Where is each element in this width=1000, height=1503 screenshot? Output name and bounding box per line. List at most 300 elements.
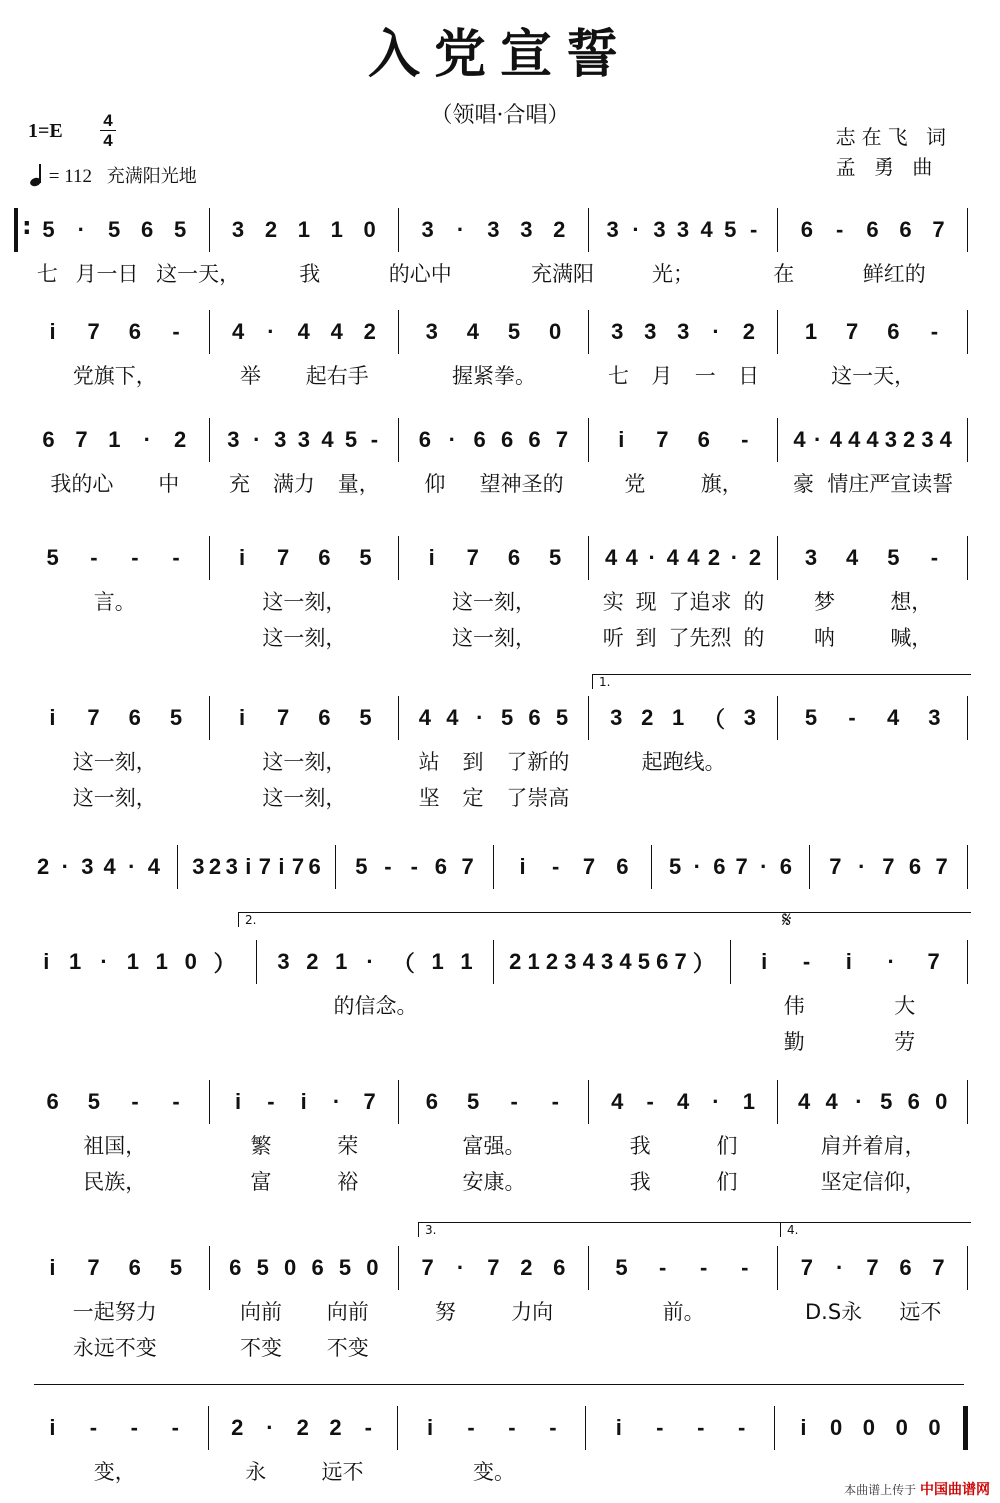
lyric-text: 七: [36, 262, 58, 286]
note: i: [234, 1089, 242, 1114]
footer-brand: 中国曲谱网: [920, 1482, 990, 1498]
note: 1: [297, 217, 310, 242]
lyric-line-1: [20, 586, 968, 616]
note: 6: [229, 1255, 242, 1280]
note: 3: [600, 949, 614, 974]
lyric-text: 们: [716, 1170, 738, 1194]
lyric-text: 变。: [472, 1460, 515, 1484]
note: ·: [760, 854, 768, 879]
lyric-text: 向前: [326, 1300, 369, 1324]
note: 1: [69, 949, 82, 974]
note: 7: [935, 854, 948, 879]
note: 4: [619, 949, 632, 974]
note: -: [697, 1415, 705, 1440]
note: -: [130, 1415, 138, 1440]
lyric-text: 月一日: [75, 262, 139, 286]
note: ·: [253, 427, 261, 452]
lyric-text: 远不: [899, 1300, 942, 1324]
note: 5: [549, 545, 562, 570]
note: 6: [507, 545, 521, 570]
note: 6: [616, 854, 629, 879]
note: 1: [672, 705, 685, 730]
lyric-text: 这一刻，: [262, 626, 347, 650]
credits: [836, 122, 952, 182]
note: 0: [363, 217, 376, 242]
lyric-text: 的心中: [388, 262, 452, 286]
note: 7: [555, 427, 569, 452]
note: ·: [456, 217, 465, 242]
note: 1: [108, 427, 121, 452]
note: ·: [712, 319, 720, 344]
lyric-text: 远不: [321, 1460, 364, 1484]
note: 6: [887, 319, 900, 344]
lyric-text: 充满阳: [531, 262, 594, 286]
lyric-line-2: [20, 622, 968, 652]
lyric-text: 们: [716, 1134, 738, 1158]
lyric-text: 起右手: [305, 364, 369, 388]
note: 3: [644, 319, 657, 344]
note: 6: [141, 217, 154, 242]
lyric-text: 坚: [418, 786, 440, 810]
note: 7: [421, 1255, 434, 1280]
note: 3: [520, 217, 533, 242]
lyric-text: 民族，: [83, 1170, 147, 1194]
note: 7: [87, 1255, 100, 1280]
note: 6: [866, 217, 879, 242]
time-sig-bottom: 4: [103, 131, 113, 150]
note: 4: [939, 427, 952, 452]
note: -: [171, 1415, 179, 1440]
segno-sign: 𝄋: [782, 908, 792, 933]
lyric-text: 我: [299, 262, 321, 286]
note: 7: [932, 217, 945, 242]
lyric-text: 站: [418, 750, 440, 774]
note: 4: [418, 705, 432, 730]
note: 4: [687, 545, 700, 570]
measure: [586, 1406, 775, 1450]
lyric-line-1: [20, 468, 968, 498]
note: 4: [848, 427, 861, 452]
note: 2: [306, 949, 319, 974]
lyric-text: 不变: [326, 1336, 369, 1360]
note: 1: [804, 319, 818, 344]
note: 6: [46, 1089, 59, 1114]
note: 7: [75, 427, 88, 452]
measure: [778, 418, 968, 462]
note: -: [549, 1415, 557, 1440]
note: 5: [637, 949, 650, 974]
note: 4: [887, 705, 900, 730]
note: -: [848, 705, 856, 730]
note: 3: [227, 427, 240, 452]
measure: [210, 418, 400, 462]
note: 2: [231, 1415, 244, 1440]
lyric-line-1: [20, 360, 968, 390]
note: ·: [814, 427, 822, 452]
note: 6: [500, 427, 514, 452]
note: 6: [779, 854, 792, 879]
note: -: [749, 217, 758, 242]
measure: [778, 1246, 968, 1290]
note: 5: [355, 854, 368, 879]
note: 6: [473, 427, 486, 452]
lyric-text: 伟: [783, 994, 805, 1018]
lyric-text: 变，: [93, 1460, 136, 1484]
measure: [210, 1246, 400, 1290]
note: -: [552, 854, 560, 879]
lyric-text: 这一刻，: [451, 590, 536, 614]
note: 1: [126, 949, 139, 974]
note: 3: [610, 705, 623, 730]
lyric-text: 七: [607, 364, 629, 388]
time-sig-top: 4: [103, 111, 113, 130]
note: -: [646, 1089, 654, 1114]
lyric-text: 荣: [337, 1134, 359, 1158]
note: 3: [564, 949, 577, 974]
note: -: [131, 545, 139, 570]
lyric-text: 祖国，: [83, 1134, 147, 1158]
score-row: [20, 696, 968, 810]
lyric-text: 富强。: [462, 1134, 526, 1158]
note: i: [800, 1415, 807, 1440]
score-row: [20, 536, 968, 650]
note: 0: [366, 1255, 379, 1280]
lyric-text: 想，: [890, 590, 933, 614]
note: 2: [545, 949, 559, 974]
note: 4: [103, 854, 116, 879]
lyric-text: 我的心: [50, 472, 114, 496]
note: -: [384, 854, 392, 879]
lyric-text: 梦: [814, 590, 836, 614]
note: ·: [143, 427, 151, 452]
note: 7: [829, 854, 842, 879]
note: 5: [669, 854, 682, 879]
note: 7: [927, 949, 940, 974]
lyric-text: 了追求: [668, 590, 732, 614]
note: 0: [549, 319, 562, 344]
lyric-text: 永远不变: [72, 1336, 157, 1360]
lyric-line-1: [20, 1130, 968, 1160]
lyric-text: 这一刻，: [72, 750, 157, 774]
note: ·: [332, 1089, 341, 1114]
measure: [589, 1246, 779, 1290]
note: 4: [666, 545, 679, 570]
lyric-text: 富: [250, 1170, 272, 1194]
note: -: [656, 1415, 664, 1440]
lyric-text: 这一天，: [831, 364, 916, 388]
measure: [778, 696, 968, 740]
note: ·: [632, 217, 640, 242]
note: 5: [169, 705, 183, 730]
note: 5: [887, 545, 900, 570]
note: -: [930, 545, 939, 570]
note: 4: [797, 1089, 811, 1114]
note: 7: [277, 545, 290, 570]
lyric-text: 安康。: [462, 1170, 526, 1194]
note: 3: [81, 854, 94, 879]
lyric-text: 努: [434, 1300, 456, 1324]
note: -: [89, 1415, 98, 1440]
measure: [178, 845, 336, 889]
note: 0: [928, 1415, 941, 1440]
lyric-line-1: [20, 1456, 968, 1486]
note: i: [245, 854, 252, 879]
note: （: [392, 950, 415, 976]
song-subtitle: （领唱·合唱）: [430, 103, 570, 128]
measure: [20, 208, 210, 252]
lyric-text: 这一刻，: [262, 786, 347, 810]
note: 2: [296, 1415, 309, 1440]
measure: [20, 418, 210, 462]
note: 5: [256, 1255, 269, 1280]
score-row: [20, 310, 968, 388]
lyric-text: 繁: [250, 1134, 272, 1158]
lyric-text: 向前: [239, 1300, 282, 1324]
lyric-text: 的: [743, 626, 765, 650]
note: 0: [184, 949, 197, 974]
note: -: [802, 949, 811, 974]
note: -: [930, 319, 939, 344]
note: 4: [793, 427, 806, 452]
note: i: [618, 427, 625, 452]
note: -: [738, 1415, 746, 1440]
lyric-text: 在: [773, 262, 795, 286]
lyric-text: 握紧拳。: [451, 364, 536, 388]
note: ·: [267, 319, 275, 344]
lyric-text: 这一刻，: [451, 626, 536, 650]
note: i: [49, 705, 56, 730]
tempo-marking: [30, 162, 197, 188]
measure: [589, 418, 779, 462]
note: i: [239, 545, 246, 570]
lyric-text: 党: [624, 472, 646, 496]
score-row: [20, 845, 968, 889]
note: 3: [231, 217, 245, 242]
note: 4: [321, 427, 334, 452]
note: 5: [338, 1255, 352, 1280]
note: 6: [899, 1255, 912, 1280]
note: 7: [846, 319, 859, 344]
note: ·: [887, 949, 895, 974]
footer-text: 本曲谱上传于: [844, 1483, 917, 1497]
note: 4: [846, 545, 859, 570]
measure: [399, 696, 589, 740]
composer-credit: 孟 勇 曲: [835, 155, 939, 179]
note: 3: [277, 949, 290, 974]
note: ·: [128, 854, 136, 879]
note: i: [300, 1089, 307, 1114]
note: 3: [804, 545, 818, 570]
note: 7: [87, 705, 100, 730]
lyric-line-1: [20, 990, 968, 1020]
note: 2: [553, 217, 566, 242]
note: ·: [712, 1089, 720, 1114]
note: 4: [625, 545, 638, 570]
note: i: [615, 1415, 622, 1440]
note: 5: [344, 427, 358, 452]
note: ·: [448, 427, 456, 452]
lyric-text: 一: [694, 364, 716, 388]
quarter-note-icon: [30, 164, 44, 186]
lyric-text: 到: [462, 750, 484, 774]
note: -: [131, 1089, 139, 1114]
note: 0: [830, 1415, 843, 1440]
lyric-text: D.S永: [804, 1300, 863, 1324]
measure: [210, 1080, 400, 1124]
note: 6: [128, 1255, 141, 1280]
note: 5: [615, 1255, 628, 1280]
volta-bracket: 3.: [418, 1222, 781, 1237]
note: 4: [611, 1089, 624, 1114]
measure: [589, 208, 779, 252]
note: ·: [61, 854, 69, 879]
note: -: [370, 427, 379, 452]
volta-bracket: 4.: [780, 1222, 971, 1237]
note: 0: [862, 1415, 876, 1440]
note: （: [702, 706, 725, 732]
note: 7: [277, 705, 290, 730]
note: ·: [476, 705, 484, 730]
note: -: [172, 545, 180, 570]
measure: [20, 1406, 209, 1450]
lyric-line-1: [20, 1296, 968, 1326]
note: 1: [431, 949, 444, 974]
note: 6: [128, 319, 142, 344]
score-row: [20, 1406, 968, 1484]
measure: [20, 1246, 210, 1290]
note: 2: [363, 319, 376, 344]
note: i: [845, 949, 852, 974]
note: 6: [553, 1255, 566, 1280]
lyric-text: 定: [462, 786, 484, 810]
lyric-text: 量，: [337, 472, 380, 496]
measure: [775, 1406, 968, 1450]
lyric-text: 一起努力: [72, 1300, 157, 1324]
lyric-line-1: [20, 258, 968, 288]
note: -: [267, 1089, 275, 1114]
note: 5: [169, 1255, 183, 1280]
lyric-text: 举: [239, 364, 261, 388]
note: 6: [318, 545, 331, 570]
note: 3: [928, 705, 941, 730]
measure: [778, 310, 968, 354]
note: 5: [507, 319, 521, 344]
note: ·: [693, 854, 701, 879]
lyric-text: 了崇高: [506, 786, 570, 810]
measure: [589, 536, 779, 580]
note: 5: [42, 217, 55, 242]
note: ·: [77, 217, 85, 242]
measure: [399, 208, 589, 252]
measure: [398, 1406, 587, 1450]
lyric-text: 我: [629, 1134, 651, 1158]
note: 5: [359, 705, 372, 730]
note: 5: [804, 705, 818, 730]
volta-bracket: 2.: [238, 912, 971, 927]
note: 5: [87, 1089, 101, 1114]
note: 2: [748, 545, 762, 570]
lyric-text: 情庄严宣读誓: [827, 472, 954, 496]
note: 4: [700, 217, 713, 242]
lyric-text: 豪: [793, 472, 815, 496]
note: 4: [582, 949, 595, 974]
time-signature: [100, 112, 116, 149]
note: 5: [880, 1089, 893, 1114]
note: 0: [284, 1255, 297, 1280]
measure: [399, 1246, 589, 1290]
note: ·: [730, 545, 739, 570]
lyric-line-2: [20, 1166, 968, 1196]
measure: [210, 310, 400, 354]
note: 4: [676, 1089, 690, 1114]
tempo-expression: 充满阳光地: [106, 166, 197, 187]
note: 1: [335, 949, 348, 974]
note: 7: [800, 1255, 813, 1280]
note: 6: [318, 705, 331, 730]
lyric-text: 月: [651, 364, 673, 388]
note: 4: [330, 319, 343, 344]
lyric-text: 现: [635, 590, 657, 614]
note: 3: [425, 319, 438, 344]
note: 1: [742, 1089, 755, 1114]
lyric-line-2: [20, 782, 968, 812]
note: 7: [582, 854, 596, 879]
measure: [778, 208, 968, 252]
lyric-text: 裕: [337, 1170, 359, 1194]
note: 5: [173, 217, 187, 242]
measure: [210, 208, 400, 252]
note: -: [510, 1089, 518, 1114]
lyric-text: 旗，: [700, 472, 743, 496]
note: 7: [87, 319, 100, 344]
note: ·: [855, 1089, 863, 1114]
measure: [257, 940, 494, 984]
note: 3: [606, 217, 619, 242]
lyric-text: 劳: [894, 1030, 916, 1054]
note: 3: [676, 217, 690, 242]
note: 5: [724, 217, 737, 242]
note: ·: [100, 949, 108, 974]
note: 5: [46, 545, 59, 570]
note: 2: [208, 854, 222, 879]
lyric-text: 了先烈: [668, 626, 732, 650]
note: 6: [425, 1089, 438, 1114]
note: ·: [266, 1415, 274, 1440]
note: 2: [742, 319, 756, 344]
note: 4: [604, 545, 618, 570]
measure: [399, 310, 589, 354]
key-signature: 1=E: [28, 120, 63, 142]
note: 5: [359, 545, 372, 570]
note: 3: [297, 427, 310, 452]
measure: [399, 418, 589, 462]
lyric-text: 言。: [93, 590, 136, 614]
lyric-text: 鲜红的: [862, 262, 926, 286]
note: 7: [363, 1089, 376, 1114]
note: 2: [520, 1255, 533, 1280]
note: ·: [648, 545, 656, 570]
lyric-text: 了新的: [506, 750, 570, 774]
lyric-text: 坚定信仰，: [820, 1170, 926, 1194]
measure: [589, 310, 779, 354]
volta-bracket: 1.: [592, 674, 971, 689]
note: 7: [258, 854, 271, 879]
note: i: [278, 854, 285, 879]
note: 2: [641, 705, 654, 730]
note: ）: [213, 950, 236, 976]
score-row: [20, 940, 968, 1054]
note: 7: [866, 1255, 879, 1280]
